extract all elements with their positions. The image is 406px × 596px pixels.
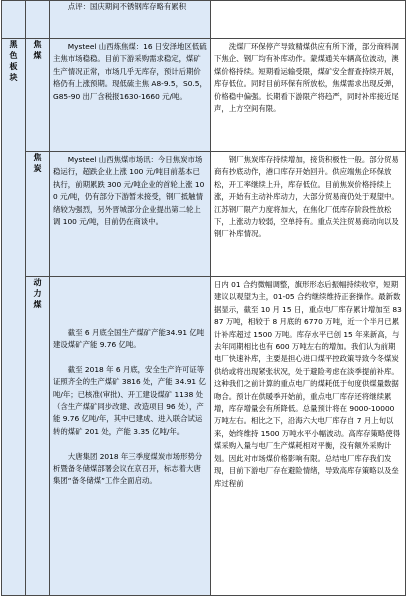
table-row (2, 152, 406, 277)
empty-cell-top (211, 1, 406, 39)
row-label-coke: 焦炭 (33, 153, 42, 173)
coke-analysis-text: 钢厂焦炭库存持续增加，接货积极性一般。部分贸易商有抄底动作，港口库存开始回升。供应端焦企环保放松，开工率继续上升，库存低位。目前焦炭价格持续上涨，开始有主动补库动力，大部分贸易商仍处于观望中。江苏钢厂限产力度将加大，在焦化厂低库存阶段性放松下，上涨动力较弱，空单持有。重点关注贸易商动向以及钢厂补库情况。 (214, 155, 399, 239)
thermal-coal-news-paragraph: 截至 2018 年 6 月底，安全生产许可证等证照齐全的生产煤矿 3816 处，产能 34.91 亿吨/年；已核准(审批)、开工建设煤矿 1138 处（含生产煤矿同步改建、改造项目 96 处），产能 9.76 亿吨/年，其中已建成、进入联合试运转的煤矿 201 处，产能 3.35 亿吨/年。 (53, 364, 206, 436)
section-label-cell (2, 39, 26, 596)
coking-coal-news-text: Mysteel 山西炼焦煤：16 日安泽地区低硫主焦市场稳稳。目前下游采购需求稳定，煤矿生产情况正常，市场几乎无库存，预计后期价格仍有上涨预期。现低硫主焦 A8-9.5，S0.5，G85-90 出厂含税报1630-1660 元/吨。 (53, 42, 207, 101)
section-label: 黑色板块 (9, 40, 18, 82)
coking-coal-news-cell (50, 39, 211, 152)
row-label-cell (26, 39, 50, 152)
table-row (2, 39, 406, 152)
coke-news-text: Mysteel 山西焦煤市场讯：今日焦炭市场稳运行，超跌企业上涨 100 元/吨目前基本已执行，前期累跌 300 元/吨企业的首轮上涨 100 元/吨，仍有部分下游暂未接受，钢厂抵触情绪较为强烈，另外晋城部分企业提出第二轮上调 100 元/吨，目前仍在商谈中。 (53, 155, 205, 227)
comment-cell (50, 1, 211, 39)
section-label-cell-top (2, 1, 26, 39)
row-label-cell (26, 277, 50, 596)
thermal-coal-news-cell (50, 277, 211, 596)
thermal-coal-analysis-text: 日内 01 合约微幅调整，旗形形态后振幅持续收窄，短期建议以观望为主，01-05 合约继续维持正套操作。最新数据显示，截至 10 月 15 日，重点电厂库存累计增加至 8387 万吨，相较于 8 月底的 6770 万吨，近一个半月已累计补库超过 1500 万吨。库存水平已创 15 年来新高，与去年同期相比也有 600 万吨左右的增加。我们认为前期电厂快速补库，主要是担心进口煤平控政策导致今冬煤炭供给或将出现紧张状况，处于避险考虑在淡季提前补库。这种我们之前计算的重点电厂的煤耗低于旬度供煤量数据吻合。预计在供暖季开始前，重点电厂库存还将继续累增，库存增量会有所降低。总量预计将在 9000-10000 万吨左右。相比之下，沿海六大电厂库存自 7 月上旬以来，始终维持 1500 万吨水平小幅波动。高库存策略使得煤采购入量与电厂生产煤耗相对平衡，没有额外采购计划。因此对市场煤价格影响有限。总结电厂库存我们发现，目前下游电厂存在避险情绪，导致高库存策略以及垒库过程前 (214, 280, 402, 488)
coke-news-cell (50, 152, 211, 277)
comment-text: 点评：国庆期间不锈钢库存略有累积 (67, 2, 187, 11)
coking-coal-analysis-text: 洗煤厂环保停产导致精煤供应有所下滑，部分商料洞下焦企、钢厂均有补库动作。蒙煤通关车辆高位波动，澳煤价格持续。短期看运输受限，煤矿安全督查持续开展，库存低位。同时目前环保有所放松，焦煤需求出现反弹，价格稳中偏强。长期看下游限产将趋严，同时补库接近尾声，上方空间有限。 (214, 42, 399, 114)
coking-coal-analysis-cell (211, 39, 406, 152)
coke-analysis-cell (211, 152, 406, 277)
market-commentary-table (1, 0, 406, 596)
row-label-cell (26, 152, 50, 277)
table-row (2, 1, 406, 39)
label-cell-top (26, 1, 50, 39)
thermal-coal-news-paragraph: 截至 6 月底全国生产煤矿产能34.91 亿吨 建设煤矿产能 9.76 亿吨。 (53, 327, 205, 349)
row-label-thermal-coal: 动力煤 (33, 278, 42, 309)
thermal-coal-news-paragraph: 大唐集团 2018 年三季度煤炭市场形势分析暨备冬储煤部署会议在京召开，标志着大唐集团“备冬储煤”工作全面启动。 (53, 451, 203, 486)
thermal-coal-analysis-cell (211, 277, 406, 596)
table-row (2, 277, 406, 596)
row-label-coking-coal: 焦煤 (33, 40, 42, 60)
